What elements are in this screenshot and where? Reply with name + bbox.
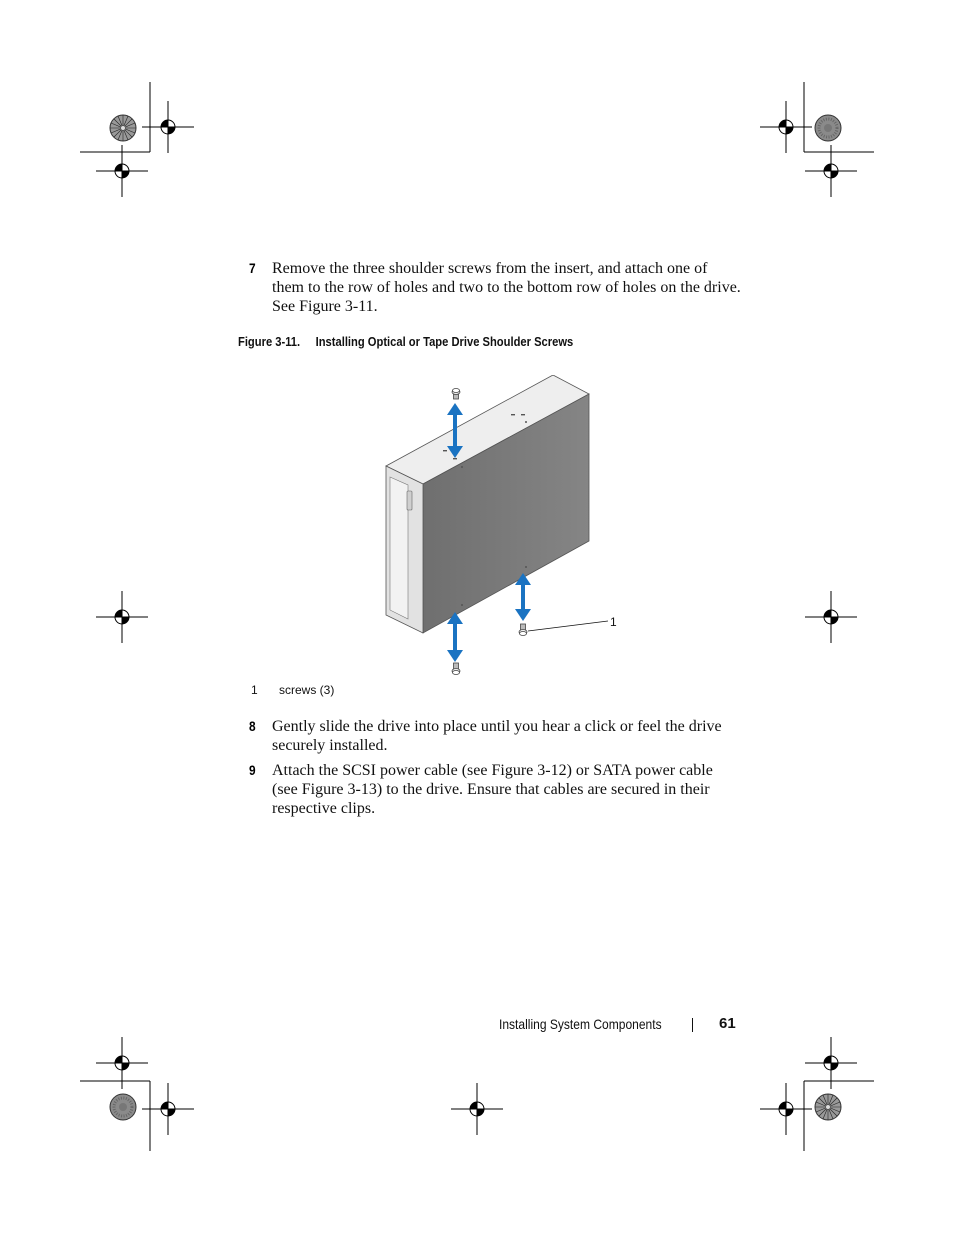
step-text: Remove the three shoulder screws from the insert, and attach one of them to the row of holes and two to the bottom row of holes on the drive. See Figure 3-11.: [272, 260, 741, 315]
footer-separator: [692, 1018, 693, 1032]
arrow-bottom-left: [447, 612, 463, 662]
step-number: 9: [249, 762, 256, 778]
screw-bottom-left: [452, 663, 460, 675]
legend-number: 1: [251, 683, 258, 697]
screw-bottom-right: [519, 624, 527, 636]
page-number: 61: [719, 1015, 736, 1032]
step-number: 8: [249, 718, 256, 734]
footer-section-title: Installing System Components: [499, 1016, 662, 1032]
callout-leader: [528, 621, 608, 631]
screw-top: [452, 389, 460, 400]
figure-label: Figure 3-11.: [238, 334, 301, 349]
figure-caption: [238, 334, 573, 349]
legend-text: screws (3): [279, 683, 335, 697]
figure-title: Installing Optical or Tape Drive Shoulder Screws: [315, 334, 574, 349]
drive-illustration: [380, 375, 640, 685]
step-text: Attach the SCSI power cable (see Figure 3-12) or SATA power cable (see Figure 3-13) to the drive. Ensure that cables are secured in their respective clips.: [272, 762, 713, 817]
eject-button: [407, 491, 412, 510]
step-number: 7: [249, 260, 256, 276]
step-text: Gently slide the drive into place until you hear a click or feel the drive securely installed.: [272, 718, 722, 754]
callout-number: 1: [610, 615, 617, 629]
